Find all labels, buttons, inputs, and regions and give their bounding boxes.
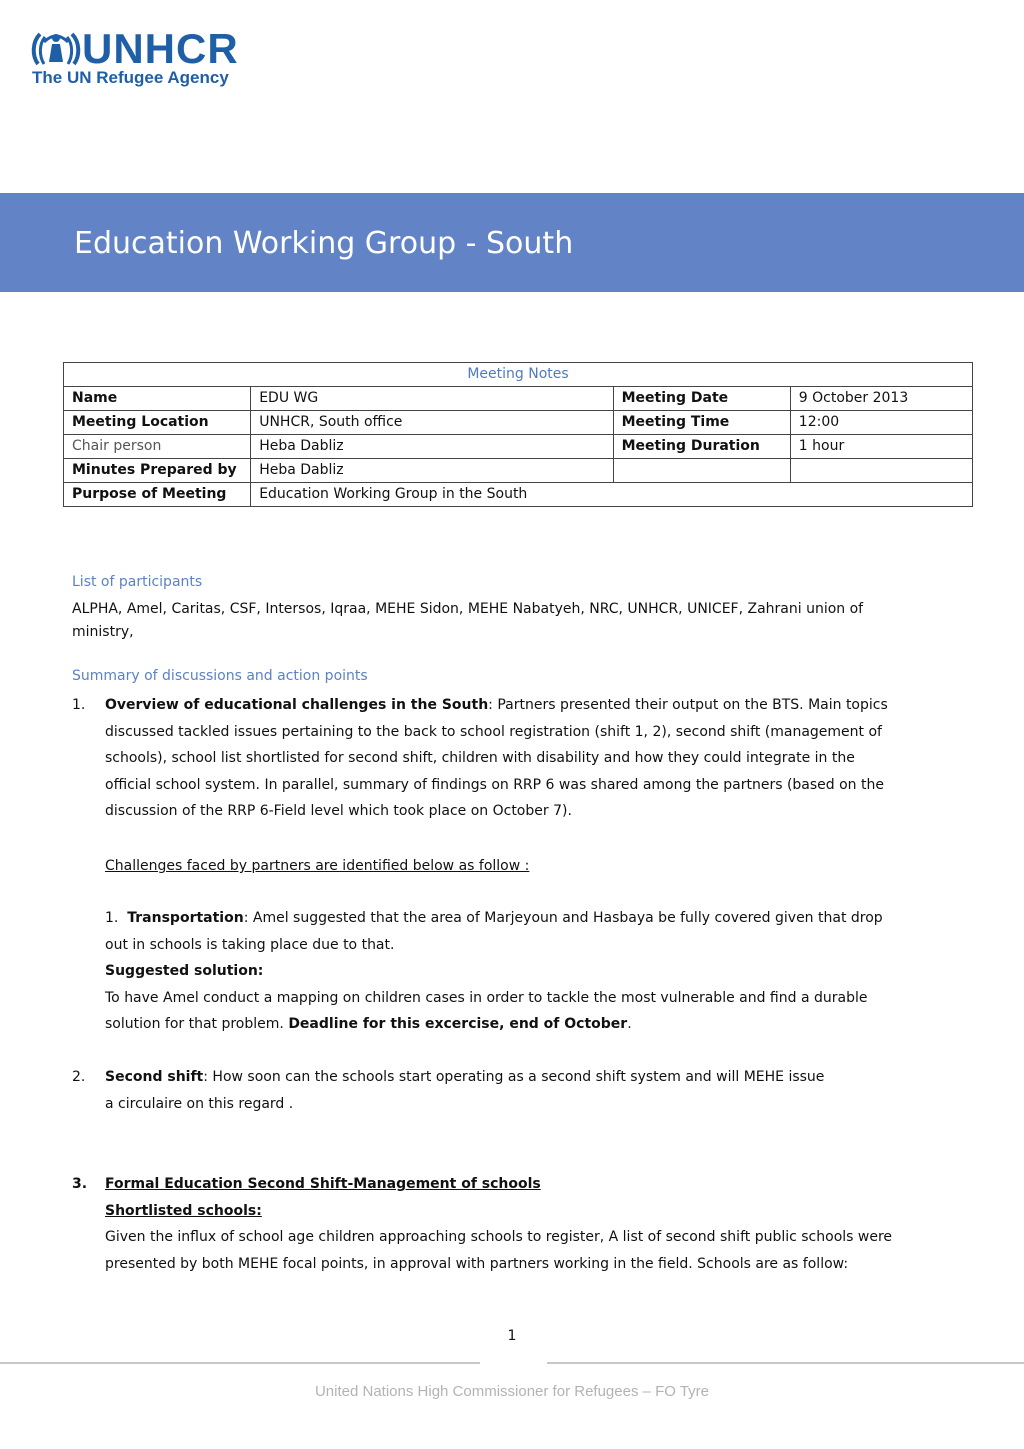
item-title: Formal Education Second Shift-Management of schools xyxy=(105,1176,541,1192)
row-label: Chair person xyxy=(64,435,251,459)
footer-text: United Nations High Commissioner for Refugees – FO Tyre xyxy=(314,1383,710,1400)
row-value: Education Working Group in the South xyxy=(251,483,973,507)
item-number: 3. xyxy=(72,1176,88,1192)
item-number: 1. xyxy=(72,697,86,713)
item-number: 2. xyxy=(72,1069,86,1085)
text-line: presented by both MEHE focal points, in approval with partners working in the field. Schools are as follow: xyxy=(105,1255,849,1272)
page-number: 1 xyxy=(507,1328,517,1344)
row-value: Heba Dabliz xyxy=(251,435,613,459)
challenges-heading-text: Challenges faced by partners are identified below as follow : xyxy=(105,858,530,874)
row-label: Meeting Duration xyxy=(613,435,790,459)
row-label: Name xyxy=(64,387,251,411)
table-row xyxy=(64,459,973,483)
text-line: a circulaire on this regard . xyxy=(105,1095,294,1112)
row-value: Heba Dabliz xyxy=(251,459,613,483)
sub-item-transportation xyxy=(105,905,985,1038)
item-title: Second shift xyxy=(105,1069,204,1085)
table-row xyxy=(64,411,973,435)
row-value: UNHCR, South office xyxy=(251,411,613,435)
item3-paragraph xyxy=(105,1171,985,1277)
solution-label: Suggested solution: xyxy=(105,963,264,979)
row-value: 12:00 xyxy=(790,411,972,435)
document-title: Education Working Group - South xyxy=(74,226,574,261)
text-line: official school system. In parallel, summary of findings on RRP 6 was shared among the partners (based on the xyxy=(105,776,884,793)
row-label: Meeting Time xyxy=(613,411,790,435)
text-line: Given the influx of school age children approaching schools to register, A list of second shift public schools were xyxy=(105,1229,893,1245)
text-line: To have Amel conduct a mapping on children cases in order to tackle the most vulnerable and find a durable xyxy=(105,989,868,1006)
summary-heading: Summary of discussions and action points xyxy=(72,668,368,684)
item2-paragraph xyxy=(105,1064,985,1117)
deadline-text: Deadline for this excercise, end of October xyxy=(288,1016,628,1032)
footer-rule-left xyxy=(0,1362,480,1364)
table-row xyxy=(64,435,973,459)
row-value: EDU WG xyxy=(251,387,613,411)
row-label: Meeting Location xyxy=(64,411,251,435)
meeting-notes-table xyxy=(63,362,973,507)
text-line: out in schools is taking place due to that. xyxy=(105,936,395,953)
row-label: Minutes Prepared by xyxy=(64,459,251,483)
row-value xyxy=(790,459,972,483)
unhcr-laurel-person-icon xyxy=(30,28,82,68)
row-label xyxy=(613,459,790,483)
footer-rule-right xyxy=(547,1362,1024,1364)
row-value: 9 October 2013 xyxy=(790,387,972,411)
text-line: discussion of the RRP 6-Field level which took place on October 7). xyxy=(105,803,572,819)
text-line: solution for that problem. xyxy=(105,1016,289,1032)
text-line: : Amel suggested that the area of Marjeyoun and Hasbaya be fully covered given that drop xyxy=(243,910,883,926)
participants-heading: List of participants xyxy=(72,574,203,590)
unhcr-logo xyxy=(30,26,260,90)
text-line: schools), school list shortlisted for second shift, children with disability and how they could integrate in the xyxy=(105,750,855,766)
row-value: 1 hour xyxy=(790,435,972,459)
sub-item-number: 1. xyxy=(105,910,119,926)
participants-list xyxy=(72,598,972,644)
text-line: : How soon can the schools start operating as a second shift system and will MEHE issue xyxy=(203,1069,825,1085)
challenges-heading xyxy=(105,853,529,880)
text-line: : Partners presented their output on the BTS. Main topics xyxy=(488,697,888,713)
text-line: discussed tackled issues pertaining to the back to school registration (shift 1, 2), second shift (management of xyxy=(105,723,882,740)
table-row xyxy=(64,387,973,411)
logo-subtitle: The UN Refugee Agency xyxy=(32,68,229,87)
item-title: Overview of educational challenges in the South xyxy=(105,697,489,713)
table-row xyxy=(64,483,973,507)
row-label: Purpose of Meeting xyxy=(64,483,251,507)
item-subheading: Shortlisted schools: xyxy=(105,1202,262,1219)
item1-paragraph xyxy=(105,692,985,825)
sub-item-title: Transportation xyxy=(127,910,244,926)
row-label: Meeting Date xyxy=(613,387,790,411)
deadline-end: . xyxy=(627,1016,632,1032)
participants-line: ministry, xyxy=(72,624,134,640)
participants-line: ALPHA, Amel, Caritas, CSF, Intersos, Iqraa, MEHE Sidon, MEHE Nabatyeh, NRC, UNHCR, UNICEF, Zahrani union of xyxy=(72,601,864,617)
table-header-row xyxy=(64,363,973,387)
logo-wordmark: UNHCR xyxy=(82,25,239,72)
table-header: Meeting Notes xyxy=(64,363,973,387)
